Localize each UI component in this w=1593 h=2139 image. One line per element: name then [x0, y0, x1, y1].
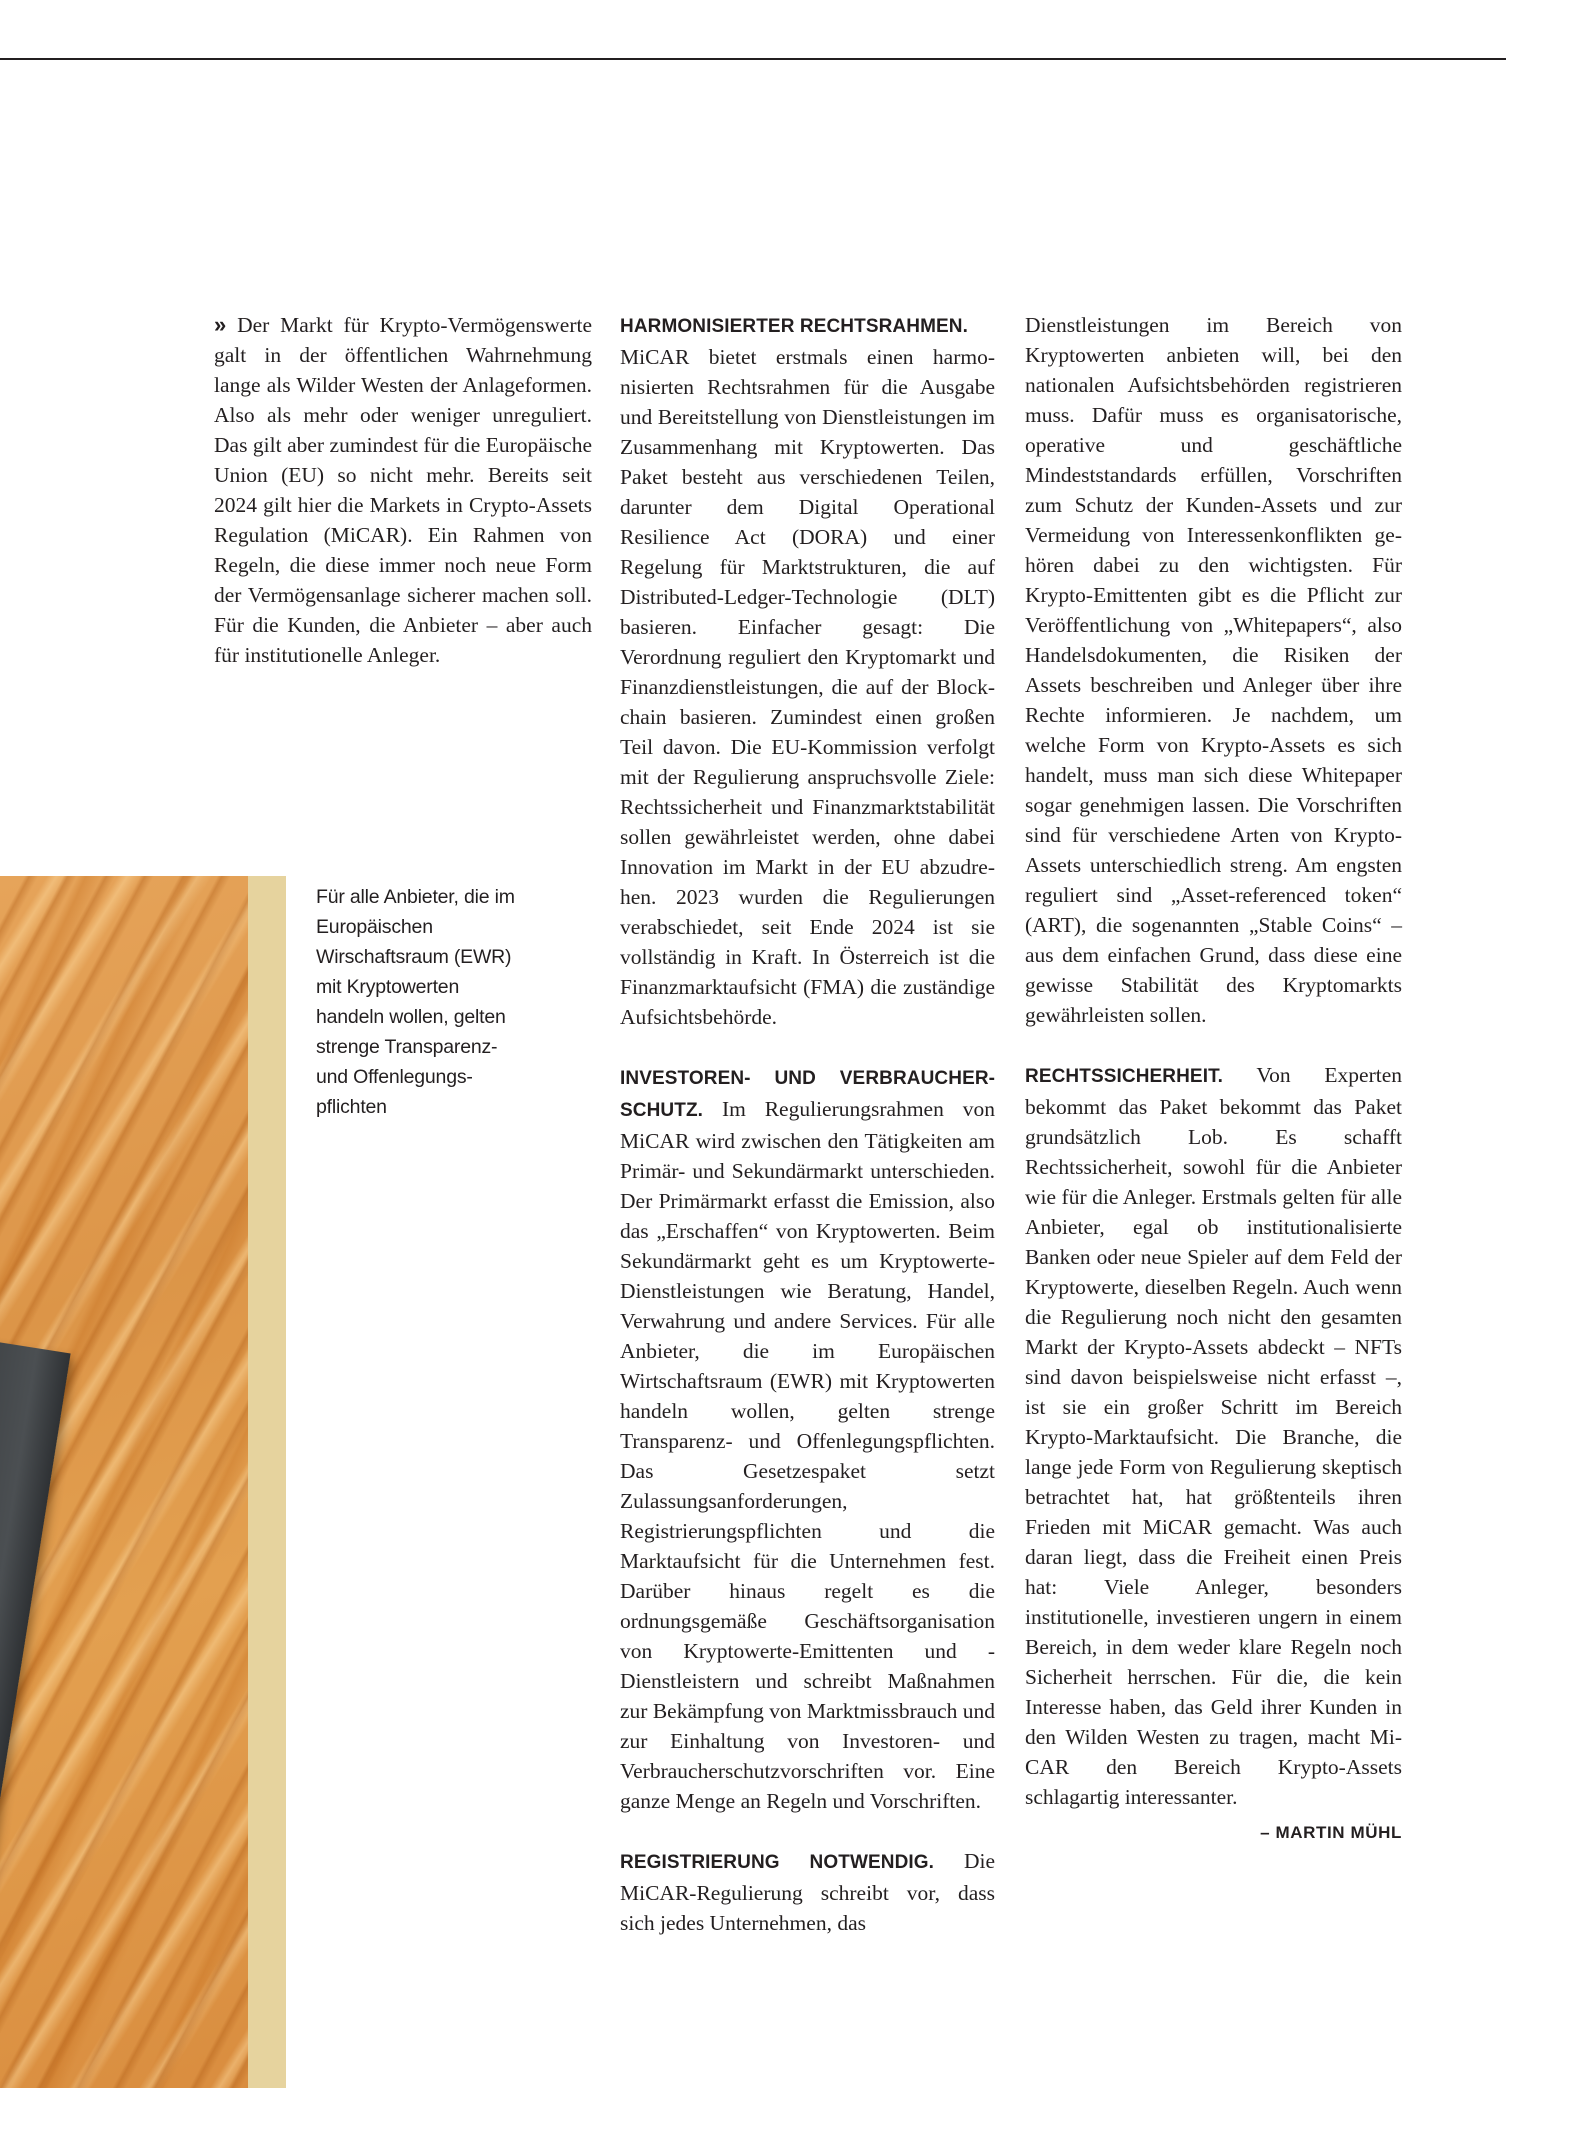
section-text: MiCAR bietet erstmals einen harmonisierten Rechtsrahmen für die Ausgabe und Bereitstellung von Dienstleistungen im Zusammenhang mit Kryptowerten. Das Paket besteht aus verschiedenen Teilen, darunter dem Digital Operational Resilience Act (DORA) und einer Regelung für Marktstrukturen, die auf Distributed-Ledger-Technologie (DLT) basieren. Einfacher gesagt: Die Verordnung reguliert den Kryptomarkt und Finanzdienstleistungen, die auf der Blockchain basieren. Zumindest einen großen Teil davon. Die EU-Kommission verfolgt mit der Regulierung anspruchsvolle Ziele: Rechtssicherheit und Finanzmarktstabilität sollen gewährleistet werden, ohne dabei Innovation im Markt in der EU abzudrehen. 2023 wurden die Regulierungen verabschiedet, seit Ende 2024 ist sie vollständig in Kraft. In Österreich ist die Finanzmarktaufsicht (FMA) die zuständige Aufsichtsbehörde. [620, 345, 995, 1029]
author-byline: – MARTIN MÜHL [1260, 1823, 1402, 1842]
section-paragraph [620, 1062, 995, 1816]
section-heading: HARMONISIERTER RECHTSRAHMEN. [620, 316, 968, 337]
section-text: Im Regulierungsrahmen von MiCAR wird zwischen den Tätigkeiten am Primär- und Sekundärmarkt unterschieden. Der Primärmarkt erfasst die Emission, also das „Erschaffen“ von Kryptowerten. Beim Sekundärmarkt geht es um Kryptowerte-Dienstleistungen wie Beratung, Handel, Verwahrung und andere Services. Für alle Anbieter, die im Europäischen Wirtschaftsraum (EWR) mit Kryptowerten handeln wollen, gelten strenge Transparenz- und Offenlegungspflichten. Das Gesetzespaket setzt Zulassungsanforderungen, Registrierungspflichten und die Marktaufsicht für die Unternehmen fest. Darüber hinaus regelt es die ordnungsgemäße Geschäftsorganisation von Kryptowerte-Emittenten und -Dienstleistern und schreibt Maßnahmen zur Bekämpfung von Marktmissbrauch und zur Einhaltung von Investoren- und Verbraucherschutzvorschriften vor. Eine ganze Menge an Regeln und Vorschriften. [620, 1097, 995, 1813]
intro-marker: » [214, 312, 227, 337]
section-heading: REGISTRIERUNG NOTWENDIG. [620, 1852, 935, 1873]
photo-caption: Für alle Anbieter, die im Europäischen Wirschaftsraum (EWR) mit Kryptowerten handeln wollen, gelten strenge Transparenz- und Offenlegungspflichten [316, 886, 515, 1118]
column-3 [1025, 310, 1402, 1848]
article-photo [0, 876, 248, 2088]
section-continued-paragraph: Dienstleistungen im Bereich von Kryptowerten anbieten will, bei den nationalen Aufsichtsbehörden registrieren muss. Dafür muss es organisatorische, operative und geschäftliche Mindeststandards erfüllen, Vorschriften zum Schutz der Kunden-Assets und zur Vermeidung von Interessenkonflikten gehören dabei zu den wichtigsten. Für Krypto-Emittenten gibt es die Pflicht zur Veröffentlichung von „Whitepapers“, also Handelsdokumenten, die Risiken der Assets beschreiben und Anleger über ihre Rechte informieren. Je nachdem, um welche Form von Krypto-Assets es sich handelt, muss man sich diese Whitepaper sogar genehmigen lassen. Die Vorschriften sind für verschiedene Arten von Krypto-Assets unterschiedlich streng. Am engsten reguliert sind „Asset-referenced token“ (ART), die sogenannten „Stable Coins“ – aus dem einfachen Grund, dass diese eine gewisse Stabilität des Kryptomarkts gewährleisten sollen. [1025, 313, 1402, 1027]
section-paragraph [620, 1846, 995, 1938]
column-2 [620, 310, 995, 1938]
section-heading: RECHTSSICHERHEIT. [1025, 1066, 1224, 1087]
column-1 [214, 310, 592, 670]
section-text: Die MiCAR-Regulierung schreibt vor, dass sich jedes Unternehmen, das [620, 1849, 995, 1935]
section-text: Von Experten bekommt das Paket bekommt das Paket grundsätzlich Lob. Es schafft Rechtssicherheit, sowohl für die Anbieter wie für die Anleger. Erstmals gelten für alle Anbieter, egal ob institutionalisierte Banken oder neue Spieler auf dem Feld der Kryptowerte, dieselben Regeln. Auch wenn die Regulierung noch nicht den gesamten Markt der Krypto-Assets abdeckt – NFTs sind davon beispielsweise nicht erfasst –, ist sie ein großer Schritt im Bereich Krypto-Marktaufsicht. Die Branche, die lange jede Form von Regulierung skeptisch betrachtet hat, hat größtenteils ihren Frieden mit MiCAR gemacht. Was auch daran liegt, dass die Freiheit einen Preis hat: Viele Anleger, besonders institutionelle, investieren ungern in einem Bereich, in dem weder klare Regeln noch Sicherheit herrschen. Für die, die kein Interesse haben, das Geld ihrer Kunden in den Wilden Westen zu tragen, macht MiCAR den Bereich Krypto-Assets schlagartig interessanter. [1025, 1063, 1402, 1809]
intro-paragraph [214, 310, 592, 670]
section-paragraph [620, 310, 995, 1032]
top-rule [0, 58, 1506, 60]
section-heading: INVESTOREN- UND VERBRAUCHERSCHUTZ. [620, 1068, 995, 1121]
photo-caption-band [248, 876, 286, 2088]
photo-dark-object [0, 1336, 71, 2088]
intro-text: Der Markt für Krypto-Vermögenswerte galt in der öffentlichen Wahrnehmung lange als Wilder Westen der Anlageformen. Also als mehr oder weniger unreguliert. Das gilt aber zumindest für die Europäische Union (EU) so nicht mehr. Bereits seit 2024 gilt hier die Markets in Crypto-Assets Regulation (MiCAR). Ein Rahmen von Regeln, die diese immer noch neue Form der Vermögensanlage sicherer machen soll. Für die Kunden, die Anbieter – aber auch für institutionelle Anleger. [214, 313, 592, 667]
section-paragraph [1025, 1060, 1402, 1812]
